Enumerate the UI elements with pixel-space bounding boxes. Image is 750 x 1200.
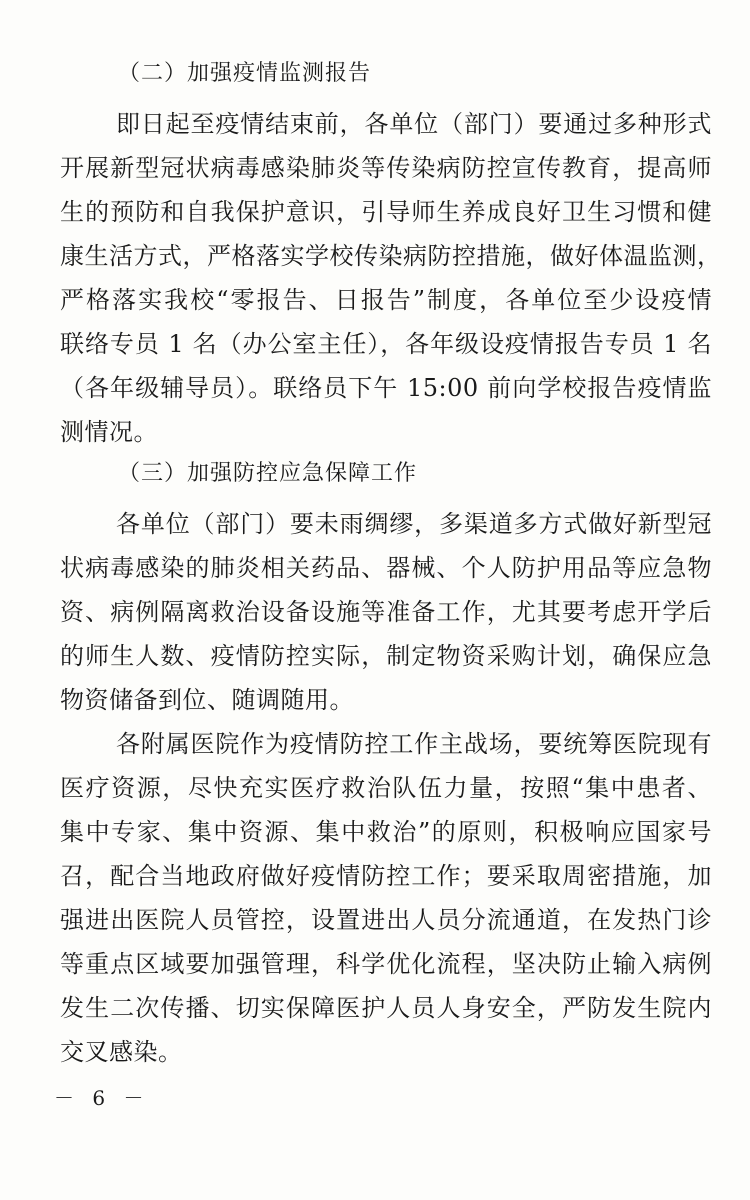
paragraph-line: 测情况。 (60, 418, 158, 446)
paragraph-line: 发生二次传播、切实保障医护人员人身安全，严防发生院内 (60, 994, 712, 1022)
page-number: － 6 － (54, 1086, 150, 1110)
paragraph-line: 开展新型冠状病毒感染肺炎等传染病防控宣传教育，提高师 (60, 154, 712, 182)
paragraph-line: 资、病例隔离救治设备设施等准备工作，尤其要考虑开学后 (60, 598, 712, 626)
paragraph-line: 等重点区域要加强管理，科学优化流程，坚决防止输入病例 (60, 950, 712, 978)
section-heading-monitoring-report: （二）加强疫情监测报告 (118, 61, 372, 86)
paragraph-line: 的师生人数、疫情防控实际，制定物资采购计划，确保应急 (60, 642, 712, 670)
paragraph-line: 联络专员 1 名（办公室主任），各年级设疫情报告专员 1 名 (60, 330, 712, 358)
paragraph-line: 物资储备到位、随调随用。 (60, 686, 354, 714)
paragraph-line: 即日起至疫情结束前，各单位（部门）要通过多种形式 (116, 110, 712, 138)
paragraph-line: 召，配合当地政府做好疫情防控工作；要采取周密措施，加 (60, 862, 712, 890)
paragraph-line: 生的预防和自我保护意识，引导师生养成良好卫生习惯和健 (60, 198, 712, 226)
paragraph-line: 各附属医院作为疫情防控工作主战场，要统筹医院现有 (116, 730, 712, 758)
paragraph-line: 交叉感染。 (60, 1038, 183, 1066)
paragraph-line: 状病毒感染的肺炎相关药品、器械、个人防护用品等应急物 (60, 554, 712, 582)
paragraph-line: 康生活方式，严格落实学校传染病防控措施，做好体温监测， (60, 242, 722, 270)
paragraph-line: （各年级辅导员）。联络员下午 15:00 前向学校报告疫情监 (60, 374, 712, 402)
paragraph-line: 强进出医院人员管控，设置进出人员分流通道，在发热门诊 (60, 906, 712, 934)
paragraph-line: 集中专家、集中资源、集中救治”的原则，积极响应国家号 (60, 818, 712, 846)
paragraph-line: 医疗资源，尽快充实医疗救治队伍力量，按照“集中患者、 (60, 774, 712, 802)
paragraph-line: 各单位（部门）要未雨绸缪，多渠道多方式做好新型冠 (116, 510, 712, 538)
section-heading-emergency-support: （三）加强防控应急保障工作 (118, 461, 418, 486)
paragraph-line: 严格落实我校“零报告、日报告”制度，各单位至少设疫情 (60, 286, 712, 314)
